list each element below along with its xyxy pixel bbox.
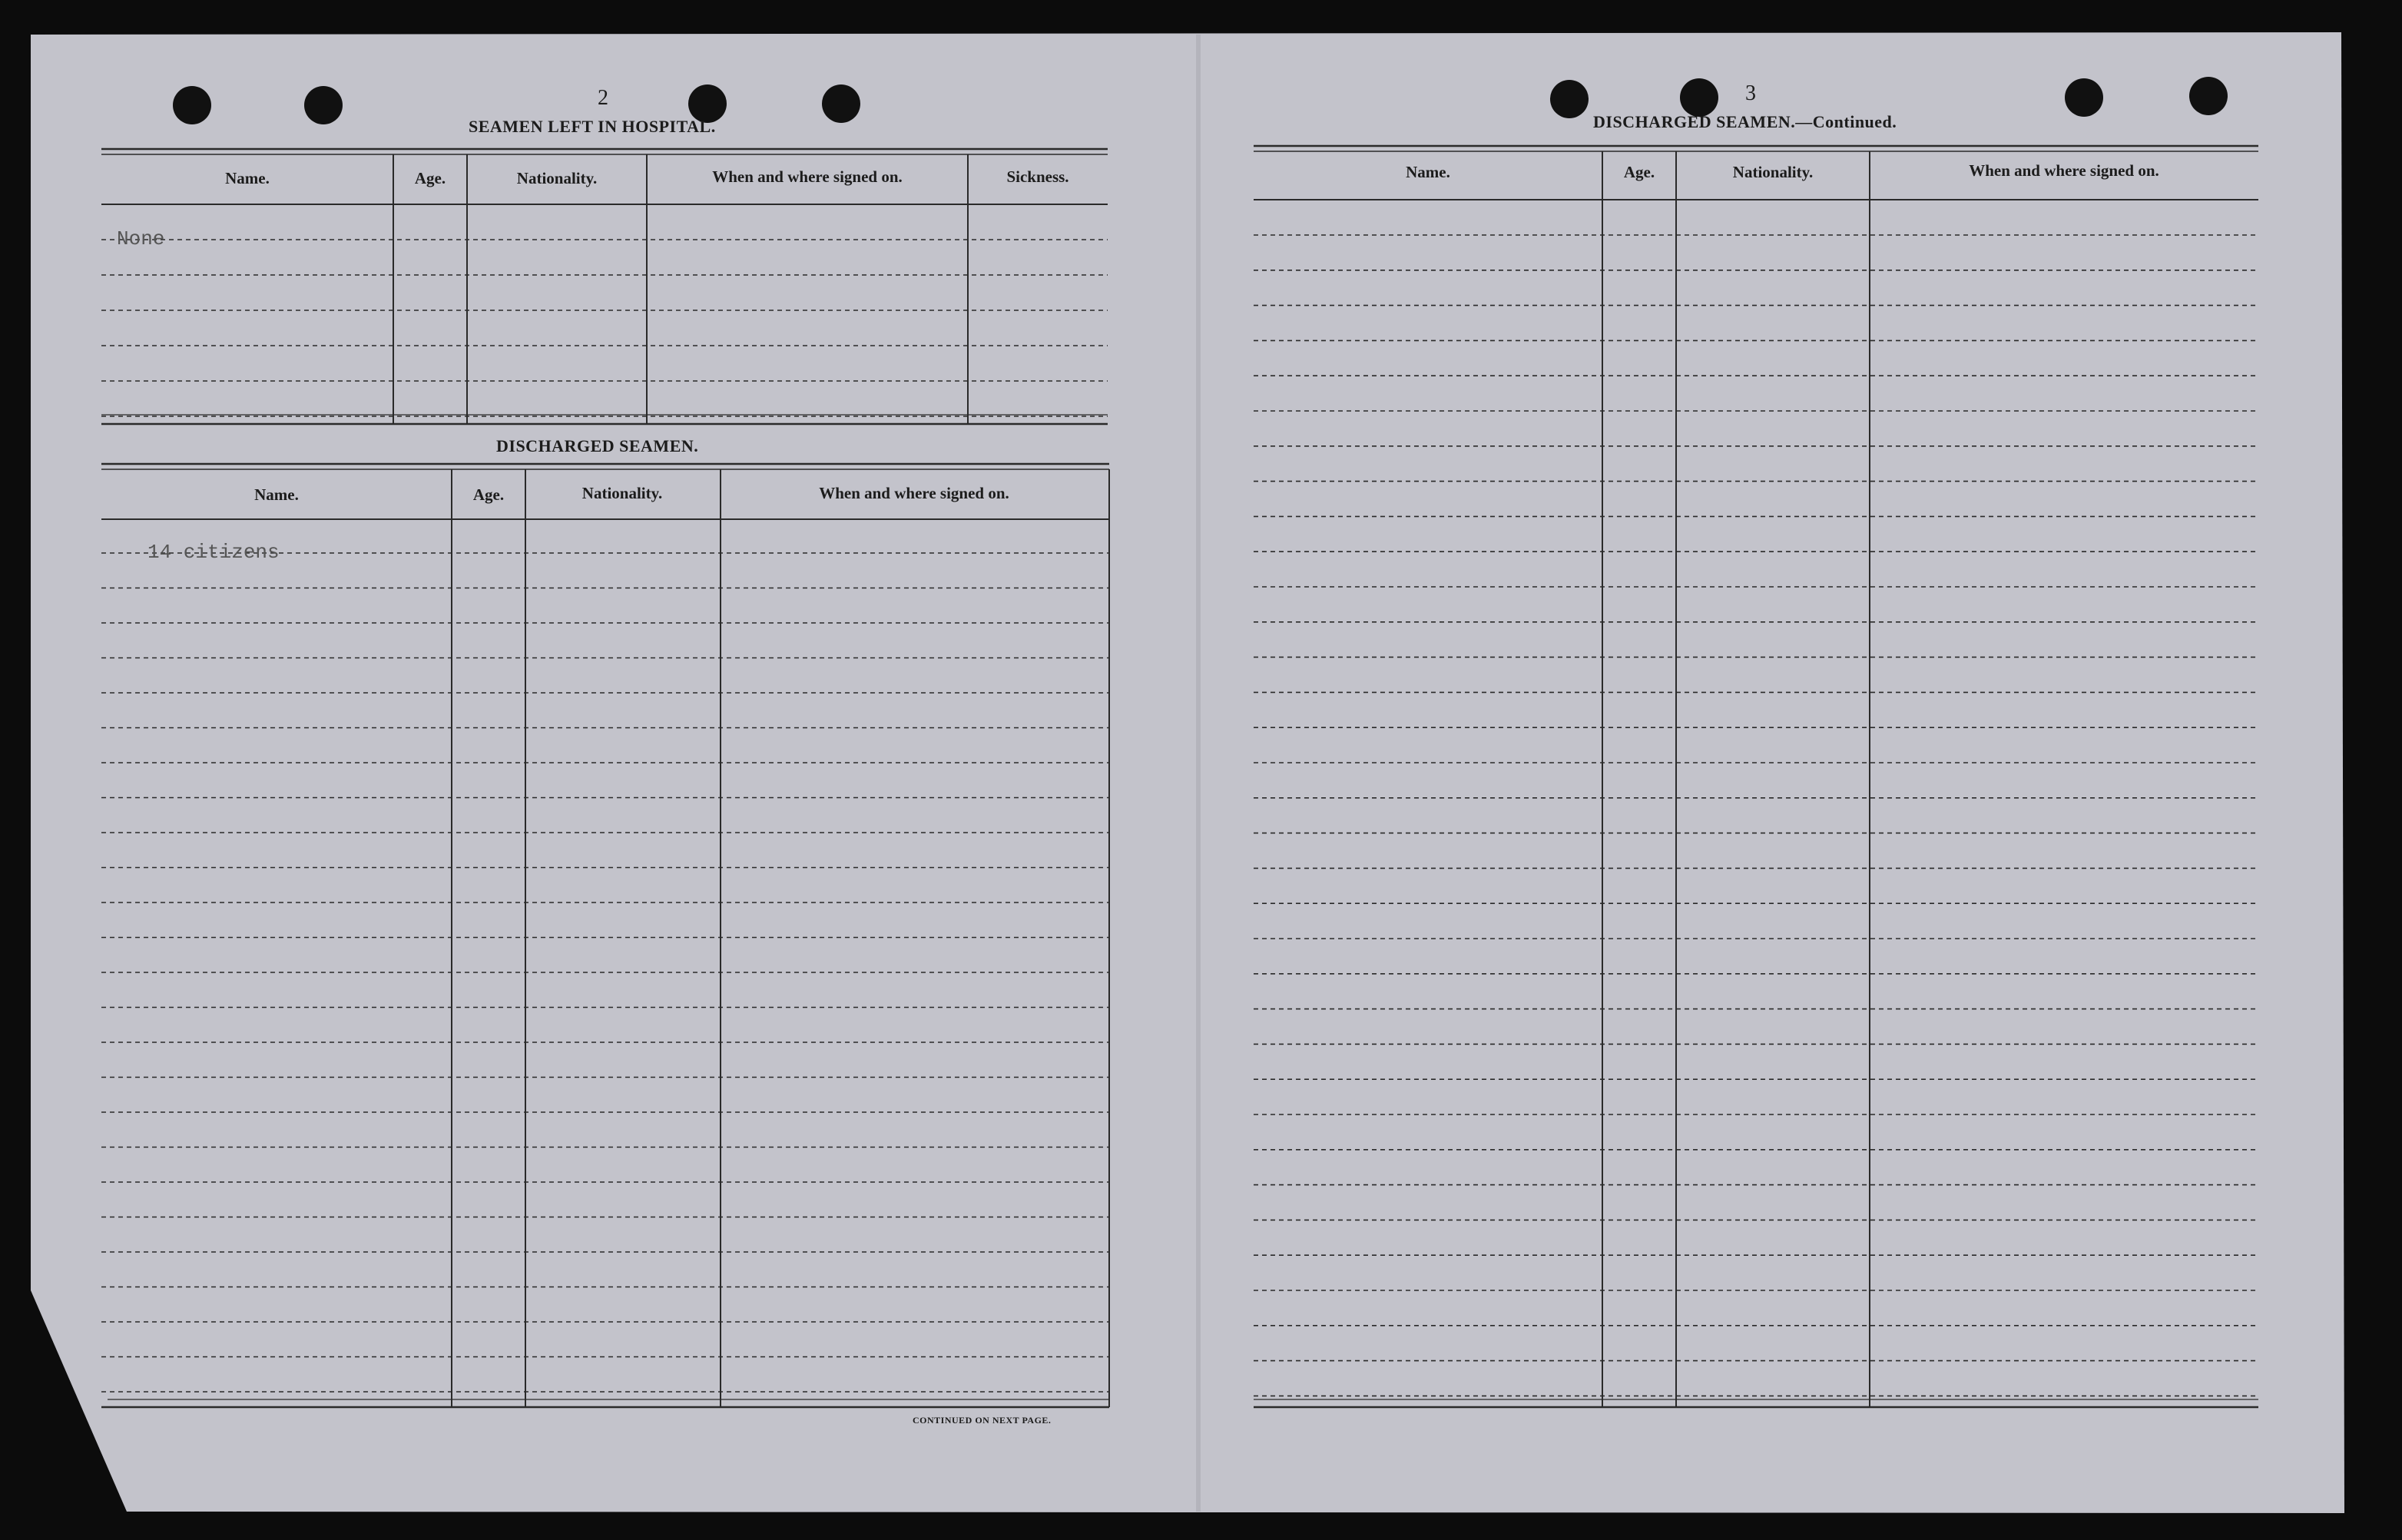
punch-hole — [2189, 77, 2228, 115]
discharged-col-age: Age. — [472, 485, 505, 504]
hospital-section-title: SEAMEN LEFT IN HOSPITAL. — [469, 117, 716, 136]
punch-hole — [304, 86, 343, 124]
continued-col-name: Name. — [1406, 163, 1450, 181]
continued-note: CONTINUED ON NEXT PAGE. — [913, 1415, 1052, 1426]
punch-hole — [822, 84, 860, 123]
hospital-col-sickness: Sickness. — [1006, 167, 1069, 186]
paper-sheet — [31, 32, 2344, 1513]
punch-hole — [1550, 80, 1589, 118]
hospital-col-age: Age. — [414, 169, 446, 187]
continued-col-signed-on: When and where signed on. — [1969, 161, 2159, 180]
punch-hole — [173, 86, 211, 124]
page-number-right: 3 — [1745, 81, 1756, 105]
continued-col-age: Age. — [1623, 163, 1655, 181]
hospital-col-name: Name. — [225, 169, 270, 187]
discharged-section-title: DISCHARGED SEAMEN. — [496, 436, 699, 455]
page-number-left: 2 — [598, 86, 608, 110]
continued-section-title: DISCHARGED SEAMEN.—Continued. — [1593, 112, 1897, 131]
discharged-col-signed-on: When and where signed on. — [819, 484, 1009, 502]
hospital-col-signed-on: When and where signed on. — [712, 167, 903, 186]
hospital-entry: None — [117, 227, 165, 250]
discharged-col-name: Name. — [254, 485, 299, 504]
discharged-col-nationality: Nationality. — [581, 484, 663, 502]
continued-col-nationality: Nationality. — [1732, 163, 1814, 181]
hospital-col-nationality: Nationality. — [516, 169, 598, 187]
punch-hole — [2065, 78, 2103, 117]
punch-hole — [1680, 78, 1718, 117]
discharged-entry: 14 citizens — [147, 541, 280, 564]
